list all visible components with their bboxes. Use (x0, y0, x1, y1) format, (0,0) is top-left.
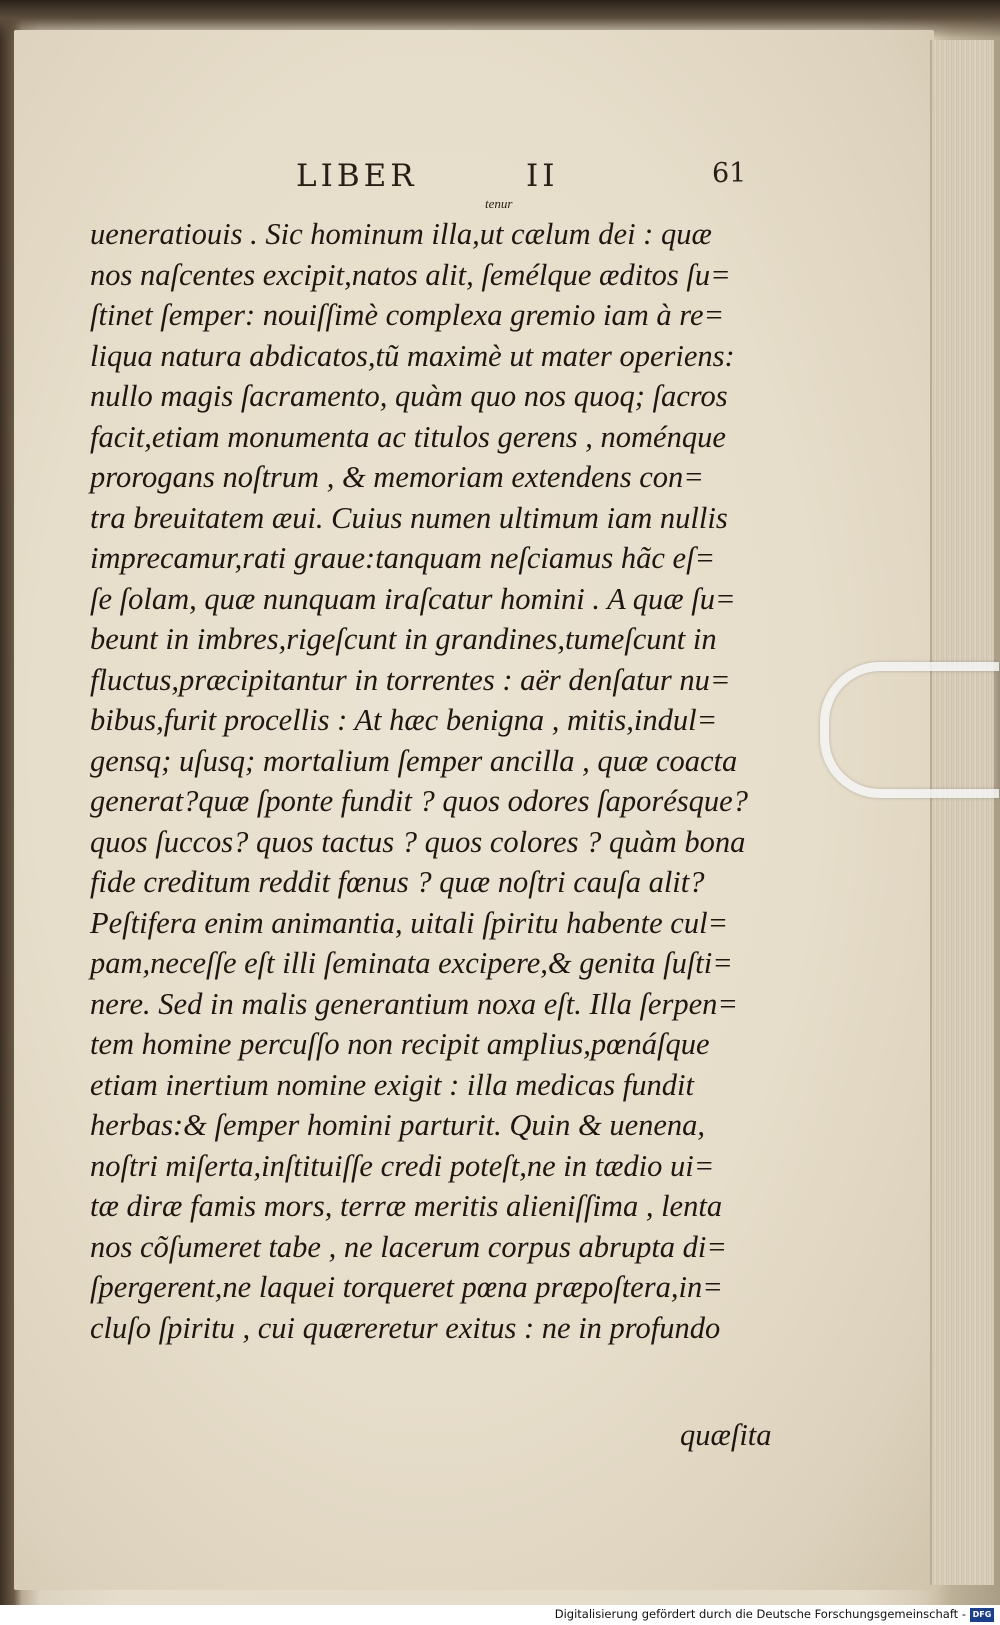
running-header (0, 158, 1000, 198)
text-line: herbas:& ſemper homini parturit. Quin & uenena, (90, 1108, 706, 1142)
text-line: noſtri miſerta,inſtituiſſe credi poteſt,ne in tædio ui= (90, 1148, 715, 1183)
funding-credit: Digitalisierung gefördert durch die Deutsche Forschungsgemeinschaft - (554, 1607, 966, 1621)
page-edges (930, 40, 994, 1585)
text-line: quos ſuccos? quos tactus ? quos colores ? quàm bona (90, 824, 746, 859)
text-line: ſe ſolam, quæ nunquam iraſcatur homini . A quæ ſu= (90, 581, 736, 616)
text-line: bibus,furit procellis : At hæc benigna , mitis,indul= (90, 703, 718, 737)
text-line: facit,etiam monumenta ac titulos gerens , noménque (90, 419, 726, 454)
text-line: liqua natura abdicatos,tũ maximè ut mater operiens: (90, 338, 735, 373)
text-line: ſpergerent,ne laquei torqueret pœna præpoſtera,in= (90, 1270, 723, 1304)
page-number: 61 (712, 158, 747, 189)
text-line: Peſtifera enim animantia, uitali ſpiritu habente cul= (90, 905, 729, 940)
text-line: gensq; uſusq; mortalium ſemper ancilla , quæ coacta (90, 743, 738, 778)
text-line: cluſo ſpiritu , cui quæreretur exitus : ne in profundo (90, 1310, 721, 1345)
text-line: nos cõſumeret tabe , ne lacerum corpus abrupta di= (90, 1229, 727, 1264)
text-line: etiam inertium nomine exigit : illa medicas fundit (90, 1067, 694, 1102)
text-line: ſtinet ſemper: nouiſſimè complexa gremio iam à re= (90, 298, 725, 332)
text-line: nere. Sed in malis generantium noxa eſt. Illa ſerpen= (90, 986, 738, 1021)
text-line: nullo magis ſacramento, quàm quo nos quoq; ſacros (90, 379, 728, 413)
footer-bar (0, 1605, 1000, 1625)
paper-clip (820, 662, 999, 798)
text-line: pam,neceſſe eſt illi ſeminata excipere,& genita ſuſti= (90, 946, 733, 980)
text-line: tra breuitatem æui. Cuius numen ultimum iam nullis (90, 500, 728, 535)
dfg-logo: DFG (970, 1608, 994, 1622)
text-line: ueneratioиis . Sic hominum illa,ut cælum dei : quæ (90, 217, 712, 251)
text-line: fluctus,præcipitantur in torrentes : aër denſatur nu= (90, 662, 731, 697)
text-line: tæ diræ famis mors, terræ meritis alieniſſima , lenta (90, 1189, 723, 1223)
text-line: nos naſcentes excipit,natos alit, ſemélque æditos ſu= (90, 257, 731, 292)
text-line: imprecamur,rati graue:tanquam neſciamus hãc eſ= (90, 541, 716, 575)
body-text (90, 214, 790, 1348)
header-title: LIBER (296, 158, 418, 194)
text-line: fide creditum reddit fœnus ? quæ noſtri cauſa alit? (90, 865, 705, 899)
text-line: beunt in imbres,rigeſcunt in grandines,tumeſcunt in (90, 622, 717, 656)
catchword: quæſita (680, 1418, 772, 1452)
text-line: generat?quæ ſponte fundit ? quos odores ſaporésque? (90, 784, 748, 818)
handwritten-annotation: tenur (485, 196, 513, 211)
text-line: prorogans noſtrum , & memoriam extendens con= (90, 460, 704, 494)
header-book-number: II (526, 158, 559, 194)
text-line: tem homine percuſſo non recipit amplius,pœnáſque (90, 1027, 710, 1061)
